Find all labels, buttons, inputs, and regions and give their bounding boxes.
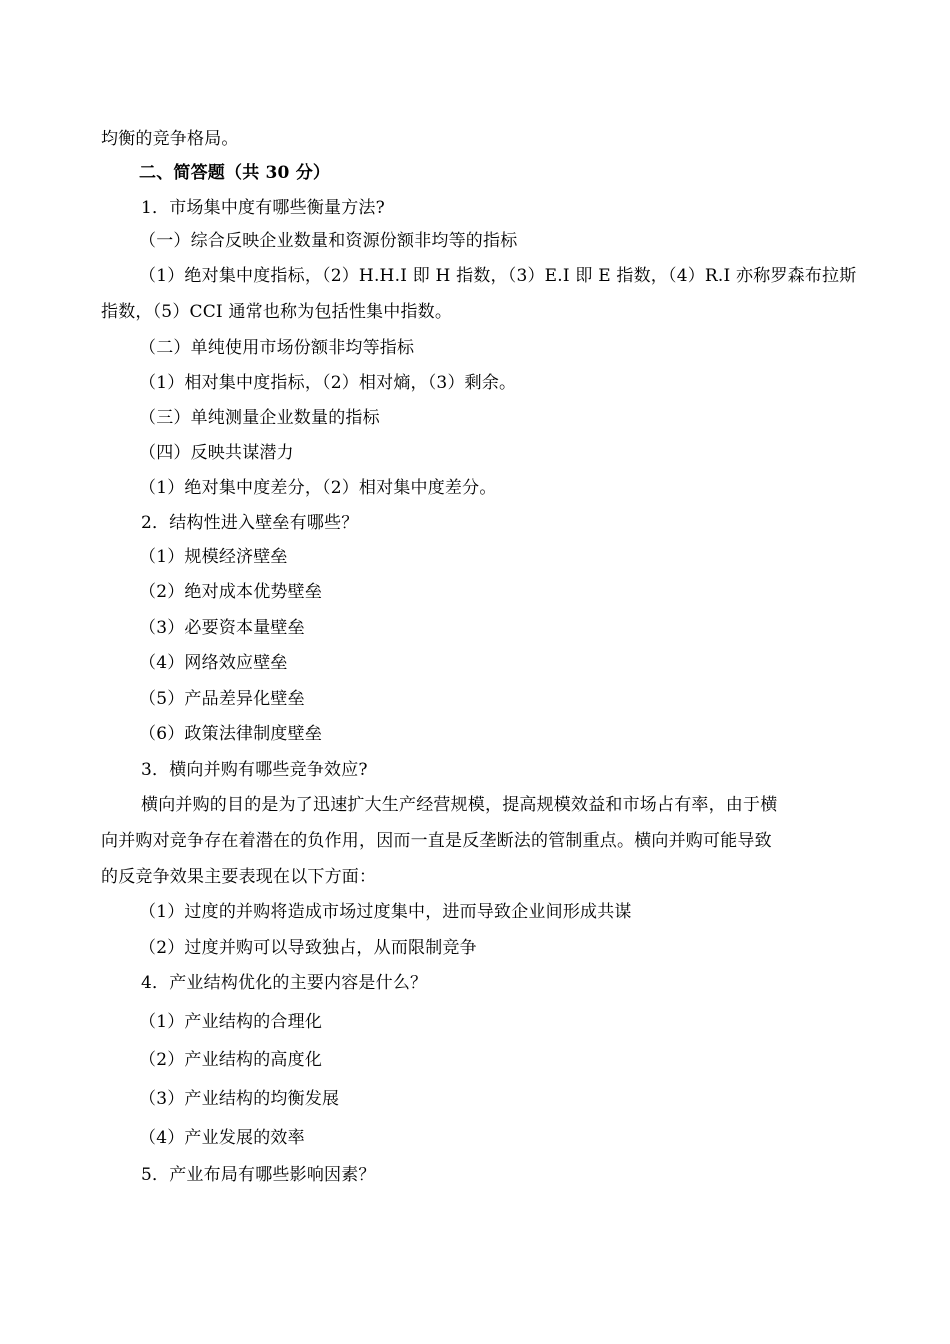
text-line: （四）反映共谋潜力: [139, 443, 294, 463]
list-item: （3）产业结构的均衡发展: [139, 1089, 340, 1109]
question-2: 2．结构性进入壁垒有哪些？: [141, 513, 359, 533]
list-item: （5）产品差异化壁垒: [139, 689, 305, 709]
question-4: 4．产业结构优化的主要内容是什么？: [141, 973, 428, 993]
text-line: （1）绝对集中度差分，（2）相对集中度差分。: [139, 478, 497, 498]
list-item: （1）过度的并购将造成市场过度集中，进而导致企业间形成共谋: [139, 902, 632, 922]
list-item: （4）产业发展的效率: [139, 1128, 305, 1148]
paragraph-line: 横向并购的目的是为了迅速扩大生产经营规模，提高规模效益和市场占有率，由于横: [141, 795, 778, 815]
list-item: （2）过度并购可以导致独占，从而限制竞争: [139, 938, 477, 958]
list-item: （1）规模经济壁垒: [139, 547, 288, 567]
text-line: （一）综合反映企业数量和资源份额非均等的指标: [139, 231, 518, 251]
text-line: （三）单纯测量企业数量的指标: [139, 408, 380, 428]
question-5: 5．产业布局有哪些影响因素？: [141, 1165, 376, 1185]
text-line: （二）单纯使用市场份额非均等指标: [139, 338, 415, 358]
paragraph-line: 向并购对竞争存在着潜在的负作用，因而一直是反垄断法的管制重点。横向并购可能导致: [101, 831, 772, 851]
list-item: （4）网络效应壁垒: [139, 653, 288, 673]
list-item: （3）必要资本量壁垒: [139, 618, 305, 638]
text-line: （1）绝对集中度指标，（2）H.H.I 即 H 指数，（3）E.I 即 E 指数，（4）R.I 亦称罗森布拉斯: [139, 266, 857, 286]
text-line: （1）相对集中度指标，（2）相对熵，（3）剩余。: [139, 373, 517, 393]
section-heading: 二、简答题（共 30 分）: [139, 163, 331, 183]
list-item: （2）产业结构的高度化: [139, 1050, 323, 1070]
question-1: 1．市场集中度有哪些衡量方法?: [141, 198, 385, 218]
text-line: 指数，（5）CCI 通常也称为包括性集中指数。: [101, 302, 453, 322]
list-item: （6）政策法律制度壁垒: [139, 724, 323, 744]
list-item: （1）产业结构的合理化: [139, 1012, 323, 1032]
paragraph-line: 的反竞争效果主要表现在以下方面：: [101, 867, 377, 887]
question-3: 3．横向并购有哪些竞争效应?: [141, 760, 368, 780]
list-item: （2）绝对成本优势壁垒: [139, 582, 323, 602]
text-line: 均衡的竞争格局。: [101, 129, 239, 149]
